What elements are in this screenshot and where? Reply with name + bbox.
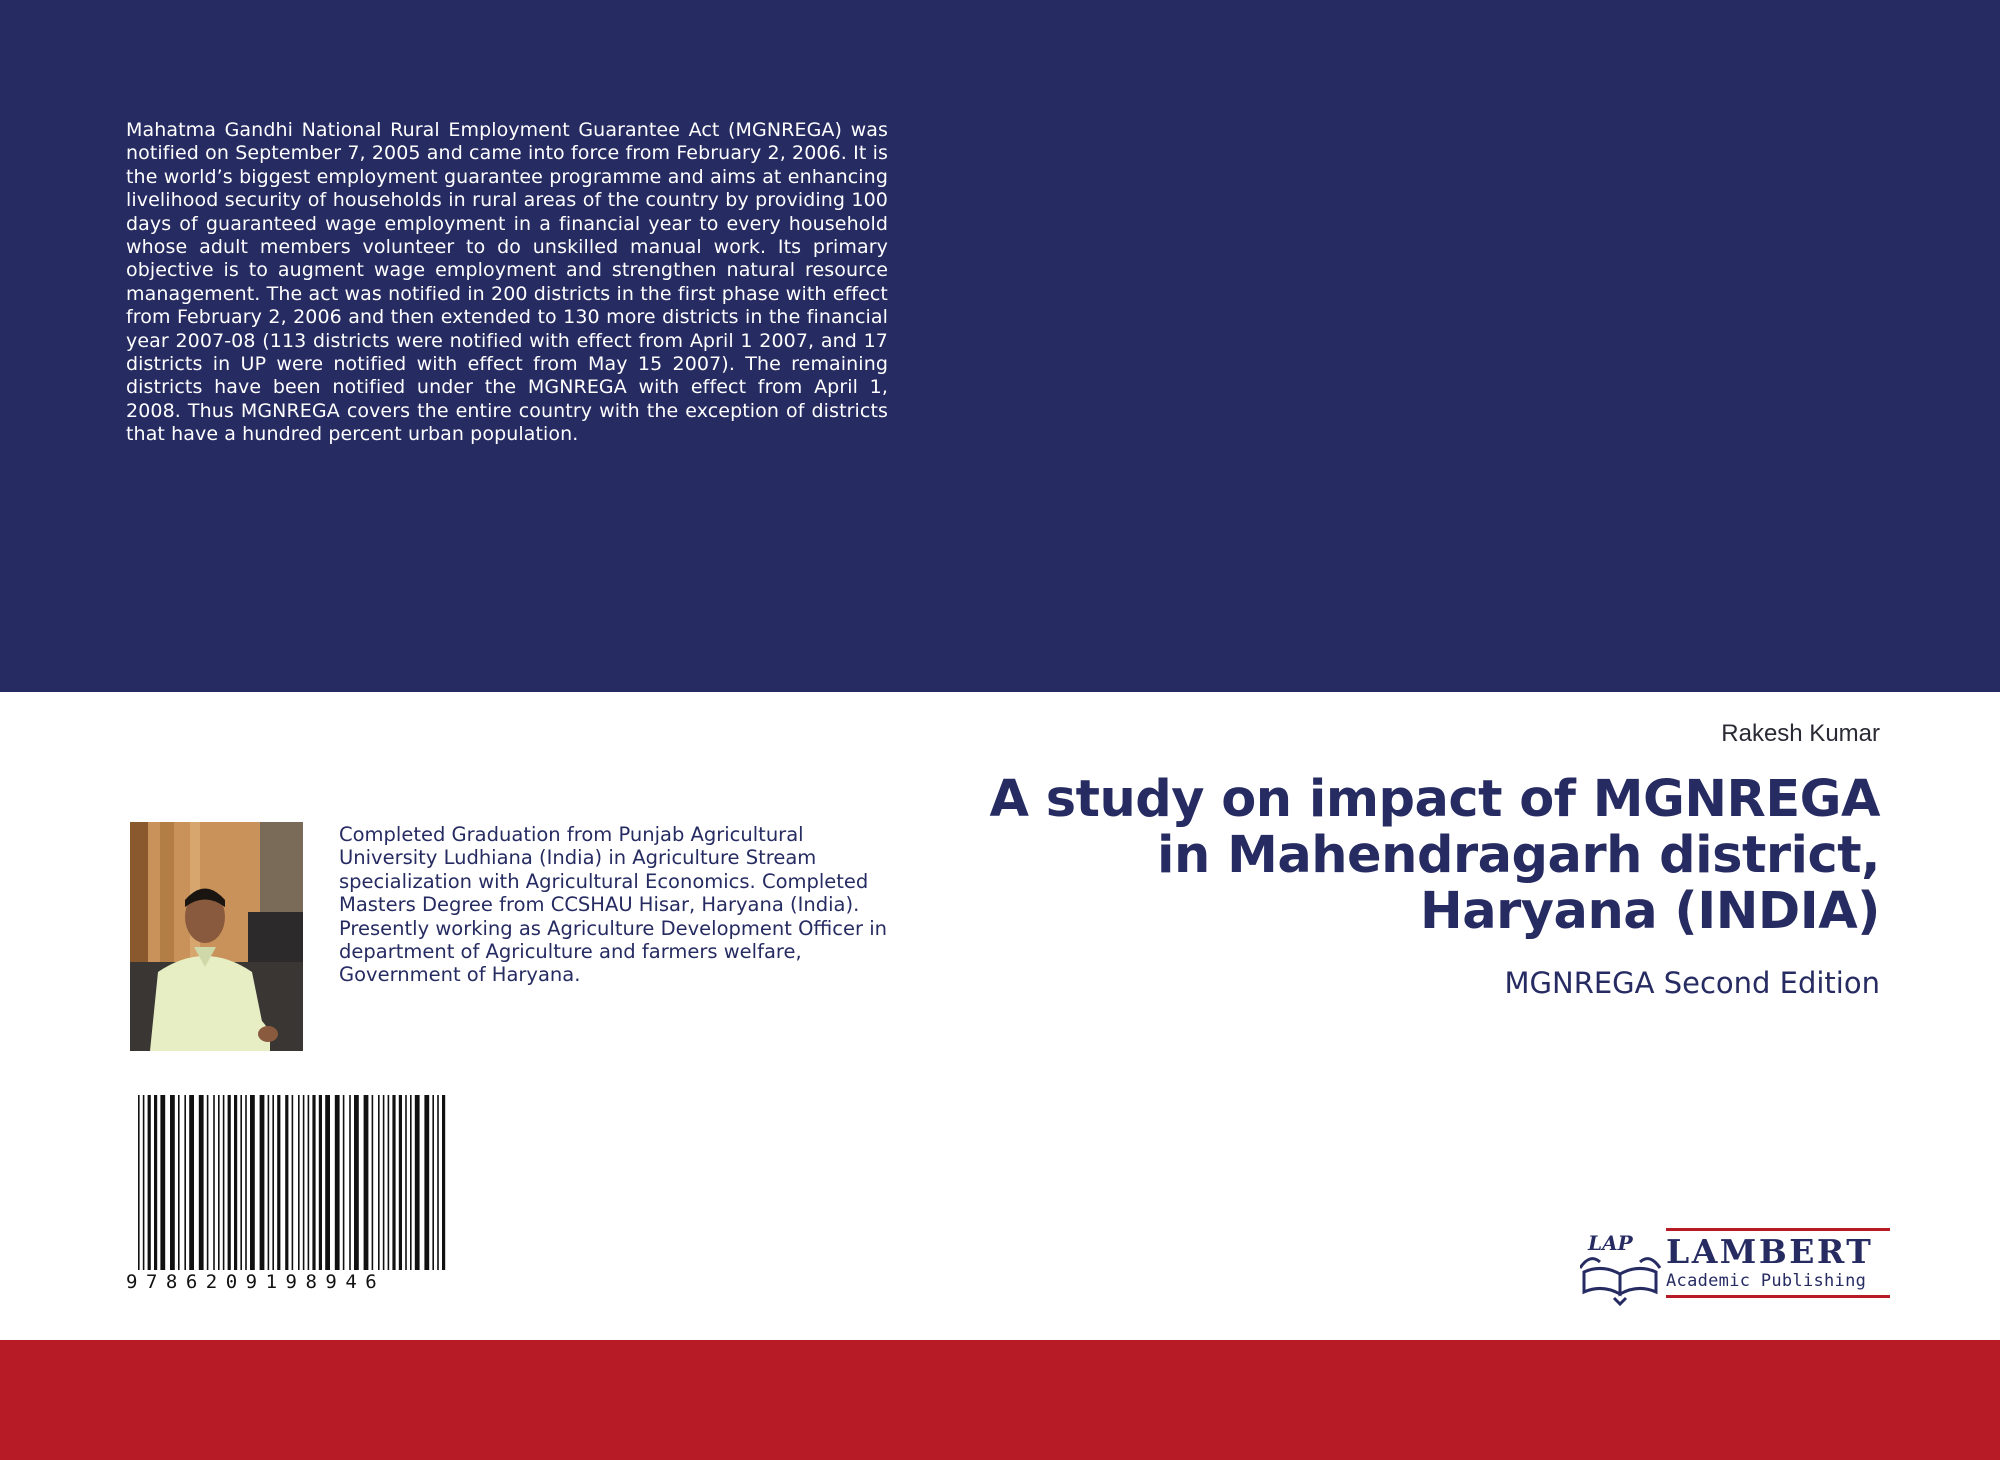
publisher-name: LAMBERT	[1666, 1232, 1874, 1271]
barcode-bar	[308, 1095, 310, 1270]
barcode-bar	[410, 1095, 412, 1270]
barcode-bar	[319, 1095, 322, 1270]
barcode-bar	[154, 1095, 157, 1270]
barcode-bar	[298, 1095, 300, 1270]
author-photo	[130, 822, 303, 1051]
author-bio: Completed Graduation from Punjab Agricultural University Ludhiana (India) in Agriculture Stream specialization with Agricultural Economics. Completed Masters Degree from CCSHAU Hisar, Haryana (India). Presently working as Agriculture Development Officer in department of Agriculture and farmers welfare, Government of Haryana.	[339, 823, 887, 987]
isbn-barcode	[126, 1095, 456, 1295]
barcode-bar	[303, 1095, 305, 1270]
barcode-bar	[405, 1095, 407, 1270]
back-cover-blurb: Mahatma Gandhi National Rural Employment Guarantee Act (MGNREGA) was notified on September 7, 2005 and came into force from February 2, 2006. It is the world’s biggest employment guarantee programme and aims at enhancing livelihood security of households in rural areas of the country by providing 100 days of guaranteed wage employment in a financial year to every household whose adult members volunteer to do unskilled manual work. Its primary objective is to augment wage employment and strengthen natural resource management. The act was notified in 200 districts in the first phase with effect from February 2, 2006 and then extended to 130 more districts in the financial year 2007-08 (113 districts were notified with effect from April 1 2007, and 17 districts in UP were notified with effect from May 15 2007). The remaining districts have been notified under the MGNREGA with effect from April 1, 2008. Thus MGNREGA covers the entire country with the exception of districts that have a hundred percent urban population.	[126, 119, 888, 446]
barcode-bar	[349, 1095, 351, 1270]
barcode-bar	[228, 1095, 231, 1270]
barcode-bar	[424, 1095, 429, 1270]
barcode-bar	[364, 1095, 369, 1270]
barcode-bar	[335, 1095, 340, 1270]
barcode-bar	[415, 1095, 420, 1270]
barcode-bar	[160, 1095, 165, 1270]
barcode-bar	[260, 1095, 265, 1270]
book-subtitle: MGNREGA Second Edition	[1504, 966, 1880, 1000]
barcode-bar	[245, 1095, 247, 1270]
barcode-bar	[199, 1095, 204, 1270]
barcode-bar	[442, 1095, 445, 1270]
barcode-bar	[234, 1095, 237, 1270]
barcode-bar	[372, 1095, 374, 1270]
barcode-bar	[189, 1095, 194, 1270]
lap-mark: LAP	[1588, 1231, 1633, 1255]
barcode-bar	[354, 1095, 359, 1270]
open-book-icon	[1580, 1228, 1664, 1306]
barcode-bar	[148, 1095, 151, 1270]
barcode-bar	[437, 1095, 439, 1270]
barcode-bar	[432, 1095, 434, 1270]
publisher-logo	[1580, 1228, 1890, 1306]
barcode-bar	[388, 1095, 390, 1270]
barcode-bar	[343, 1095, 345, 1270]
barcode-bar	[312, 1095, 315, 1270]
publisher-rule-bottom	[1666, 1295, 1890, 1298]
barcode-bar	[325, 1095, 330, 1270]
barcode-bar	[292, 1095, 294, 1270]
barcode-bar	[178, 1095, 180, 1270]
barcode-bar	[383, 1095, 385, 1270]
barcode-bar	[378, 1095, 380, 1270]
barcode-bar	[399, 1095, 402, 1270]
barcode-bar	[277, 1095, 280, 1270]
barcode-bar	[218, 1095, 220, 1270]
isbn-digits: 9786209198946	[126, 1271, 386, 1293]
barcode-bar	[207, 1095, 209, 1270]
barcode-bar	[138, 1095, 140, 1270]
barcode-bar	[240, 1095, 242, 1270]
barcode-bar	[392, 1095, 395, 1270]
barcode-bar	[250, 1095, 255, 1270]
barcode-bar	[268, 1095, 270, 1270]
bottom-red-band	[0, 1340, 2000, 1460]
author-name: Rakesh Kumar	[1721, 720, 1880, 747]
publisher-rule-top	[1666, 1228, 1890, 1231]
barcode-bar	[285, 1095, 288, 1270]
barcode-bar	[184, 1095, 186, 1270]
barcode-bar	[213, 1095, 215, 1270]
book-title: A study on impact of MGNREGA in Mahendragarh district, Haryana (INDIA)	[989, 770, 1880, 941]
barcode-bar	[170, 1095, 175, 1270]
barcode-bar	[272, 1095, 274, 1270]
barcode-bar	[143, 1095, 145, 1270]
barcode-bar	[223, 1095, 225, 1270]
publisher-subtitle: Academic Publishing	[1666, 1271, 1867, 1291]
